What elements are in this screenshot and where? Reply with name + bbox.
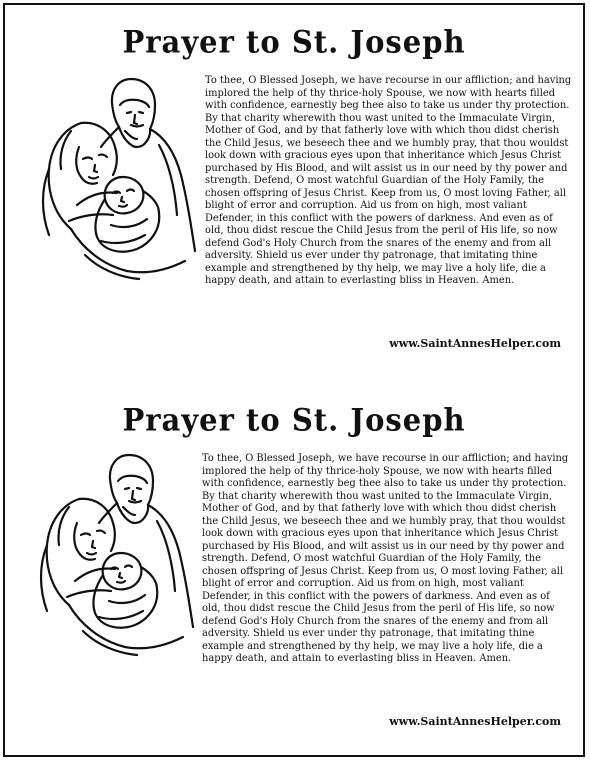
prayer-text: To thee, O Blessed Joseph, we have recourse in our affliction; and having implored the help of thy thrice-holy Spouse, we now with hearts filled with confidence, earnestly beg thee also to take us under thy protection. By that charity wherewith thou wast united to the Immaculate Virgin, Mother of God, and by that fatherly love with which thou didst cherish the Child Jesus, we beseech thee and we humbly pray, that thou wouldst look down with gracious eyes upon that inheritance which Jesus Christ purchased by His Blood, and wilt assist us in our need by thy power and strength. Defend, O most watchful Guardian of the Holy Family, the chosen offspring of Jesus Christ. Keep from us, O most loving Father, all blight of error and corruption. Aid us from on high, most valiant Defender, in this conflict with the powers of darkness. And even as of old, thou didst rescue the Child Jesus from the peril of His life, so now defend God's Holy Church from the snares of the enemy and from all adversity. Shield us ever under thy patronage, that imitating thine example and strengthened by thy help, we may live a holy life, die a happy death, and attain to everlasting bliss in Heaven. Amen. xyxy=(202,453,569,664)
holy-family-illustration xyxy=(17,441,202,671)
holy-family-illustration xyxy=(19,65,204,295)
prayer-card-top xyxy=(5,5,583,375)
prayer-title: Prayer to St. Joseph xyxy=(122,402,466,438)
website-label: www.SaintAnnesHelper.com xyxy=(389,715,561,728)
prayer-title: Prayer to St. Joseph xyxy=(122,24,466,60)
prayer-card-bottom xyxy=(5,383,583,753)
prayer-text: To thee, O Blessed Joseph, we have recourse in our affliction; and having implored the help of thy thrice-holy Spouse, we now with hearts filled with confidence, earnestly beg thee also to take us under thy protection. By that charity wherewith thou wast united to the Immaculate Virgin, Mother of God, and by that fatherly love with which thou didst cherish the Child Jesus, we beseech thee and we humbly pray, that thou wouldst look down with gracious eyes upon that inheritance which Jesus Christ purchased by His Blood, and wilt assist us in our need by thy power and strength. Defend, O most watchful Guardian of the Holy Family, the chosen offspring of Jesus Christ. Keep from us, O most loving Father, all blight of error and corruption. Aid us from on high, most valiant Defender, in this conflict with the powers of darkness. And even as of old, thou didst rescue the Child Jesus from the peril of His life, so now defend God's Holy Church from the snares of the enemy and from all adversity. Shield us ever under thy patronage, that imitating thine example and strengthened by thy help, we may live a holy life, die a happy death, and attain to everlasting bliss in Heaven. Amen. xyxy=(205,75,572,286)
website-label: www.SaintAnnesHelper.com xyxy=(389,337,561,350)
printable-page xyxy=(3,3,585,757)
